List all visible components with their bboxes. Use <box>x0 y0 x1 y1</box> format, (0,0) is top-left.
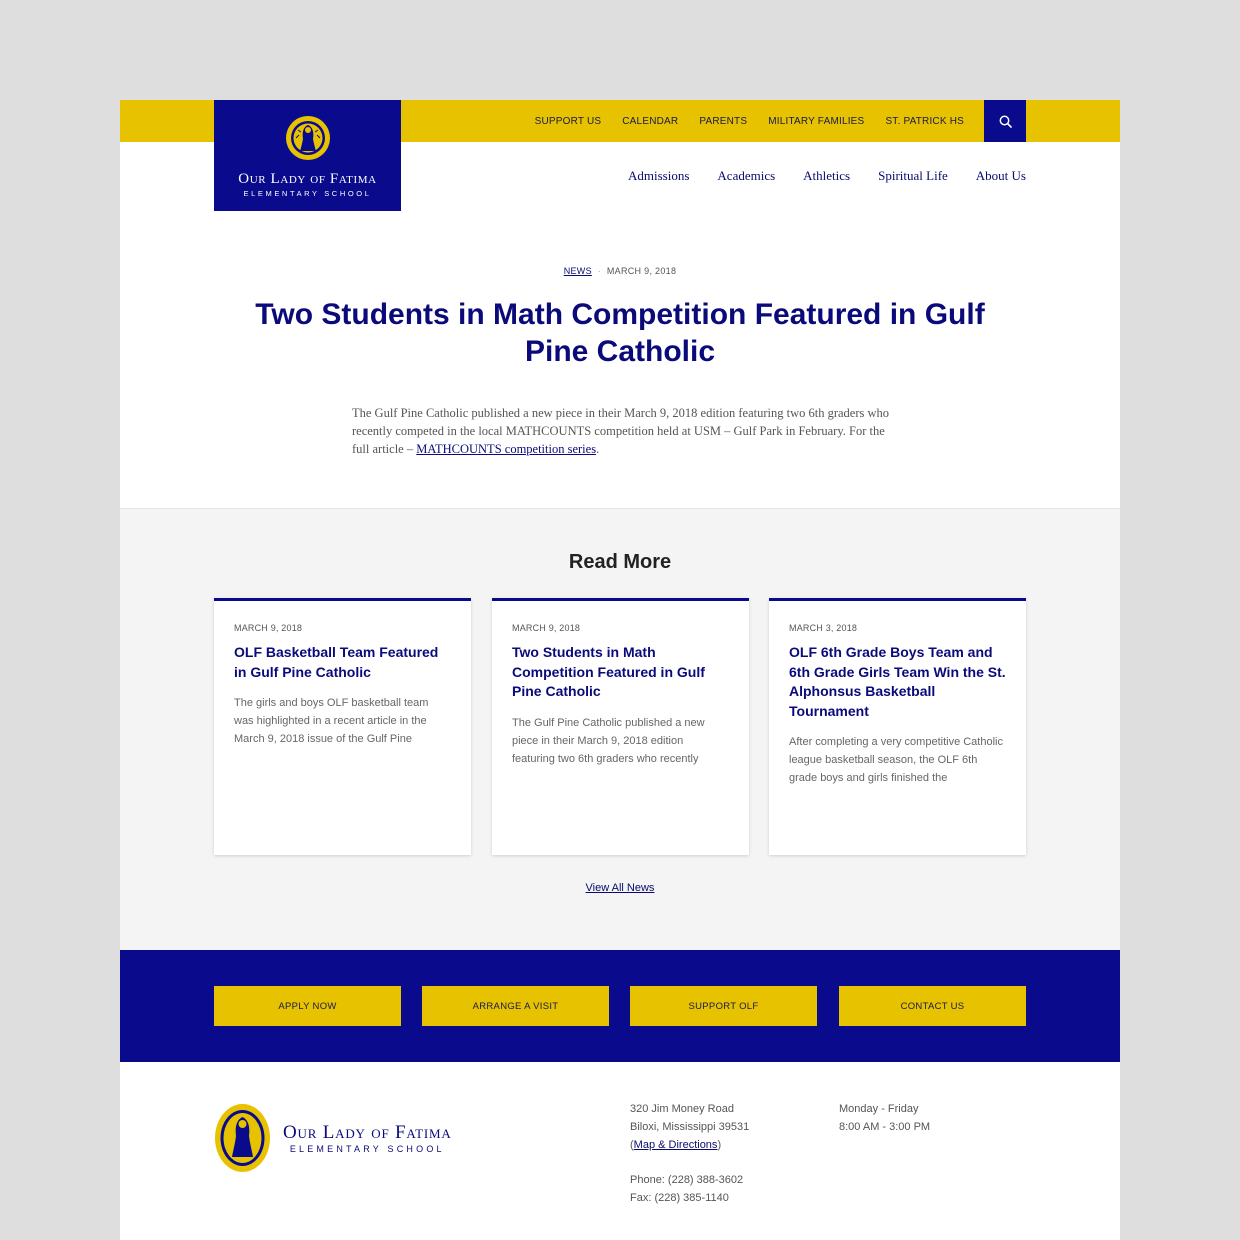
article-meta <box>120 266 1120 276</box>
view-all-wrap <box>120 882 1120 894</box>
read-more-heading: Read More <box>568 551 672 573</box>
footer-school-name: Our Lady of Fatima <box>283 1122 452 1143</box>
school-seal-icon <box>285 115 331 161</box>
utility-link-st-patrick-hs[interactable]: ST. PATRICK HS <box>885 115 964 127</box>
school-seal-icon <box>214 1103 271 1173</box>
nav-about-us[interactable]: About Us <box>975 168 1026 183</box>
article-date: MARCH 9, 2018 <box>606 266 677 276</box>
contact-us-button[interactable]: CONTACT US <box>839 986 1026 1026</box>
news-card[interactable] <box>492 598 749 855</box>
news-card[interactable] <box>769 598 1026 855</box>
footer-address <box>630 1100 749 1207</box>
card-date: MARCH 9, 2018 <box>234 623 303 633</box>
category-link[interactable]: NEWS <box>563 266 592 276</box>
card-excerpt: After completing a very competitive Catholic league basketball season, the OLF 6th grade boys and girls finished the <box>789 736 1003 784</box>
fax-number: Fax: (228) 385-1140 <box>630 1192 729 1204</box>
apply-now-button[interactable]: APPLY NOW <box>214 986 401 1026</box>
logo-name: Our Lady of Fatima <box>238 171 377 187</box>
footer-name-wrap <box>283 1122 452 1154</box>
page-title: Two Students in Math Competition Featured in Gulf Pine Catholic <box>255 298 985 368</box>
nav-academics[interactable]: Academics <box>717 168 776 183</box>
utility-link-support-us[interactable]: SUPPORT US <box>534 115 602 127</box>
card-date: MARCH 9, 2018 <box>512 623 581 633</box>
utility-link-calendar[interactable]: CALENDAR <box>622 115 679 127</box>
footer-hours <box>839 1100 930 1136</box>
card-excerpt: The Gulf Pine Catholic published a new piece in their March 9, 2018 edition featuring two 6th graders who recently <box>512 716 705 765</box>
footer-school-subtitle: ELEMENTARY SCHOOL <box>289 1144 445 1154</box>
card-title[interactable]: OLF 6th Grade Boys Team and 6th Grade Girls Team Win the St. Alphonsus Basketball Tournament <box>789 644 1006 719</box>
card-title[interactable]: OLF Basketball Team Featured in Gulf Pine Catholic <box>234 644 439 680</box>
arrange-visit-button[interactable]: ARRANGE A VISIT <box>422 986 609 1026</box>
mathcounts-link[interactable]: MATHCOUNTS competition series <box>416 442 597 456</box>
map-link-wrap: (Map & Directions) <box>630 1139 722 1151</box>
card-title[interactable]: Two Students in Math Competition Featured in Gulf Pine Catholic <box>512 644 705 699</box>
site-logo[interactable] <box>214 100 401 211</box>
news-card[interactable] <box>214 598 471 855</box>
search-icon <box>999 115 1012 128</box>
card-date: MARCH 3, 2018 <box>789 623 858 633</box>
meta-separator: · <box>597 266 602 276</box>
nav-athletics[interactable]: Athletics <box>803 168 851 183</box>
footer-logo[interactable] <box>214 1103 452 1173</box>
address-line-1: 320 Jim Money Road <box>630 1103 734 1115</box>
spacer <box>630 1154 749 1171</box>
read-more-section <box>120 508 1120 950</box>
article-body-text: The Gulf Pine Catholic published a new piece in their March 9, 2018 edition featuring two 6th graders who recently competed in the local MATHCOUNTS competition held at USM – Gulf Park in February. For the full article – <box>352 406 890 456</box>
main-nav <box>628 168 1026 184</box>
utility-link-military-families[interactable]: MILITARY FAMILIES <box>768 115 865 127</box>
nav-admissions[interactable]: Admissions <box>628 168 690 183</box>
utility-link-parents[interactable]: PARENTS <box>699 115 748 127</box>
hours-days: Monday - Friday <box>839 1103 919 1115</box>
logo-subtitle: ELEMENTARY SCHOOL <box>243 189 372 198</box>
map-directions-link[interactable]: Map & Directions <box>633 1139 718 1151</box>
utility-nav <box>535 100 964 142</box>
phone-number: Phone: (228) 388-3602 <box>630 1174 744 1186</box>
hours-time: 8:00 AM - 3:00 PM <box>839 1121 931 1133</box>
article-body-end: . <box>596 442 600 456</box>
support-olf-button[interactable]: SUPPORT OLF <box>630 986 817 1026</box>
view-all-news-link[interactable]: View All News <box>585 882 655 894</box>
page <box>120 100 1120 1240</box>
search-button[interactable] <box>984 100 1026 142</box>
nav-spiritual-life[interactable]: Spiritual Life <box>878 168 948 183</box>
card-excerpt: The girls and boys OLF basketball team was highlighted in a recent article in the March 9, 2018 issue of the Gulf Pine <box>234 697 429 745</box>
address-line-2: Biloxi, Mississippi 39531 <box>630 1121 750 1133</box>
cta-band <box>120 950 1120 1062</box>
article-body <box>352 404 892 458</box>
